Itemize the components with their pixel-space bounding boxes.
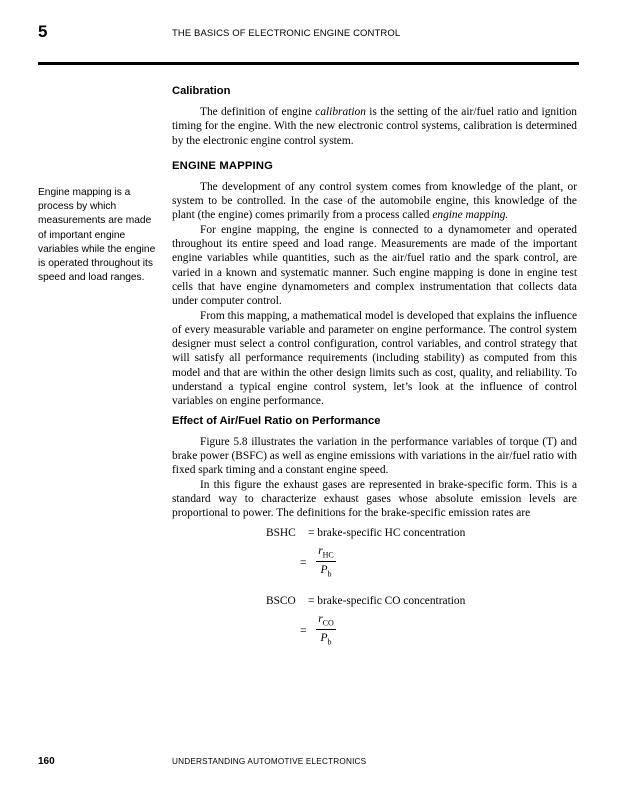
- fraction-denominator: [316, 631, 336, 647]
- air-fuel-paragraph-2: In this figure the exhaust gases are represented in brake-specific form. This is a standard way to characterize exhaust gases whose absolute emission levels are proportional to power. The definitions for the brake-specific emission rates are: [172, 478, 577, 520]
- fraction-bar: [316, 561, 336, 562]
- term-engine-mapping: engine mapping.: [432, 209, 509, 222]
- equation-bshc-definition: [172, 526, 577, 542]
- chapter-number: 5: [38, 22, 48, 41]
- fraction-numerator: [316, 544, 336, 560]
- numerator-symbol: r: [318, 613, 323, 626]
- text-run: is the setting of the air/fuel ratio and ignition timing for the engine. With the new electronic control systems, calibration is determined by the electronic engine control system.: [172, 106, 577, 147]
- text-run: The definition of engine: [200, 106, 316, 118]
- equation-rhs: = brake-specific HC concentration: [308, 527, 466, 540]
- main-column: [172, 83, 577, 652]
- equation-lhs: BSHC: [266, 527, 296, 540]
- engine-mapping-paragraph-3: From this mapping, a mathematical model is developed that explains the influence of every measurable variable and parameter on engine performance. The control system designer must select a control configuration, control variables, and control strategy that will satisfy all performance requirements (including stability) as computed from this model and that are within the other design limits such as cost, quality, and reliability. To understand a typical engine control system, let’s look at the influence of control variables on engine performance.: [172, 309, 577, 408]
- numerator-subscript: HC: [322, 550, 334, 560]
- calibration-paragraph: [172, 105, 577, 148]
- text-run: The development of any control system comes from knowledge of the plant, or system to be controlled. In the case of the automobile engine, this knowledge of the plant (the engine) comes primarily from a process called: [172, 180, 577, 222]
- fraction-bar: [316, 629, 336, 630]
- term-calibration: calibration: [315, 106, 366, 118]
- air-fuel-paragraph-1: Figure 5.8 illustrates the variation in the performance variables of torque (T) and brake power (BSFC) as well as engine emissions with variations in the air/fuel ratio with fixed spark timing and a constant engine speed.: [172, 435, 577, 477]
- fraction: [316, 544, 336, 579]
- equation-lhs: BSCO: [266, 595, 296, 608]
- fraction-denominator: [316, 563, 336, 579]
- margin-note: Engine mapping is a process by which measurements are made of important engine variables while the engine is operated throughout its speed and load ranges.: [38, 187, 156, 284]
- engine-mapping-paragraph-2: For engine mapping, the engine is connected to a dynamometer and operated throughout its entire speed and load range. Measurements are made of the important engine variables while quantities, such as the air/fuel ratio and the spark control, are varied in a known and systematic manner. Such engine mapping is done in engine test cells that have engine dynamometers and complex instrumentation that collects data under computer control.: [172, 223, 577, 308]
- numerator-symbol: r: [318, 545, 323, 558]
- header-rule: [38, 62, 579, 65]
- equals-sign: =: [300, 625, 307, 638]
- denominator-symbol: P: [320, 564, 328, 577]
- equation-bsco-fraction: [172, 612, 577, 652]
- denominator-subscript: b: [327, 637, 332, 647]
- equals-sign: =: [300, 557, 307, 570]
- running-head: THE BASICS OF ELECTRONIC ENGINE CONTROL: [172, 28, 401, 39]
- fraction-numerator: [316, 612, 336, 628]
- numerator-subscript: CO: [322, 618, 334, 628]
- fraction: [316, 612, 336, 647]
- footer-book-title: UNDERSTANDING AUTOMOTIVE ELECTRONICS: [172, 757, 367, 766]
- equation-bsco-definition: [172, 594, 577, 610]
- equation-rhs: = brake-specific CO concentration: [308, 595, 466, 608]
- section-heading-calibration: Calibration: [172, 85, 231, 97]
- denominator-subscript: b: [327, 569, 332, 579]
- equation-bshc-fraction: [172, 544, 577, 584]
- section-heading-air-fuel: Effect of Air/Fuel Ratio on Performance: [172, 414, 381, 427]
- engine-mapping-paragraph-1: [172, 180, 577, 223]
- denominator-symbol: P: [320, 632, 328, 645]
- page-number: 160: [38, 756, 55, 767]
- section-heading-engine-mapping: ENGINE MAPPING: [172, 159, 274, 172]
